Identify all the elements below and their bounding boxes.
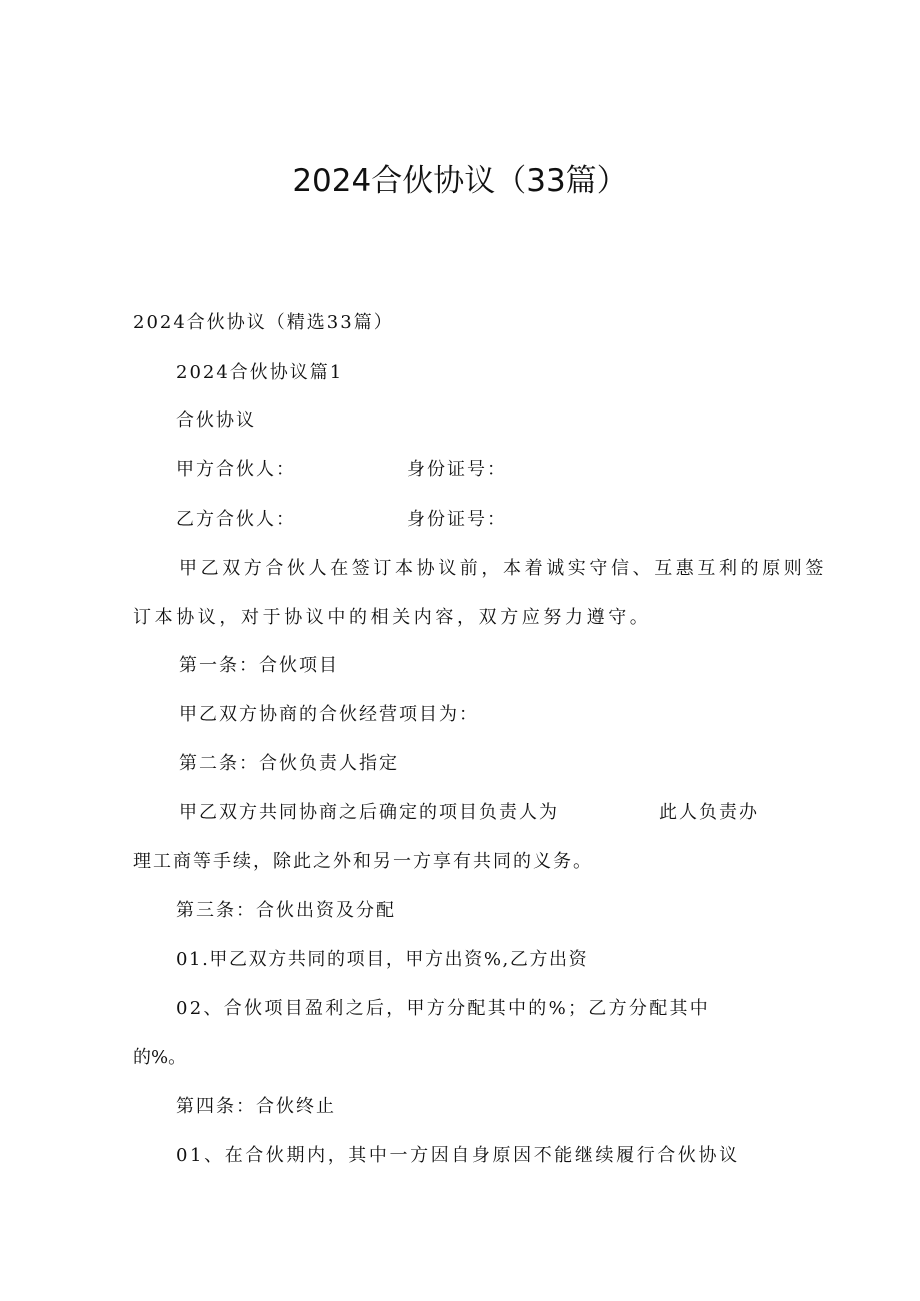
section-heading: 2024合伙协议篇1	[176, 362, 344, 383]
contract-name: 合伙协议	[176, 410, 256, 431]
intro-line-2: 订本协议，对于协议中的相关内容，双方应努力遵守。	[133, 607, 652, 628]
document-subtitle: 2024合伙协议（精选33篇）	[133, 312, 394, 333]
article-2-heading: 第二条：合伙负责人指定	[179, 753, 399, 774]
article-3-item-2-line-2: 的%。	[133, 1047, 187, 1068]
article-4-heading: 第四条：合伙终止	[176, 1096, 336, 1117]
document-title: 2024合伙协议（33篇）	[292, 163, 628, 199]
article-2-line-1a: 甲乙双方共同协商之后确定的项目负责人为	[179, 802, 559, 823]
article-3-item-2-line-1: 02、合伙项目盈利之后，甲方分配其中的%；乙方分配其中	[176, 998, 711, 1019]
article-3-heading: 第三条：合伙出资及分配	[176, 900, 396, 921]
article-2-line-2: 理工商等手续，除此之外和另一方享有共同的义务。	[133, 851, 593, 872]
party-a-id-row	[407, 458, 507, 482]
article-1-heading: 第一条：合伙项目	[179, 655, 339, 676]
party-b-row	[176, 508, 296, 532]
article-4-item-1: 01、在合伙期内，其中一方因自身原因不能继续履行合伙协议	[176, 1145, 740, 1166]
party-a-row	[176, 458, 296, 482]
party-b-id-row	[407, 508, 507, 532]
party-a-label: 甲方合伙人：	[176, 459, 296, 480]
article-2-line-1b: 此人负责办	[659, 802, 759, 823]
intro-line-1: 甲乙双方合伙人在签订本协议前，本着诚实守信、互惠互利的原则签	[179, 558, 827, 579]
party-b-label: 乙方合伙人：	[176, 509, 296, 530]
party-b-id-label: 身份证号：	[407, 509, 507, 530]
party-a-id-label: 身份证号：	[407, 459, 507, 480]
article-1-text: 甲乙双方协商的合伙经营项目为：	[179, 704, 479, 725]
article-3-item-1: 01.甲乙双方共同的项目，甲方出资%,乙方出资	[176, 949, 589, 970]
